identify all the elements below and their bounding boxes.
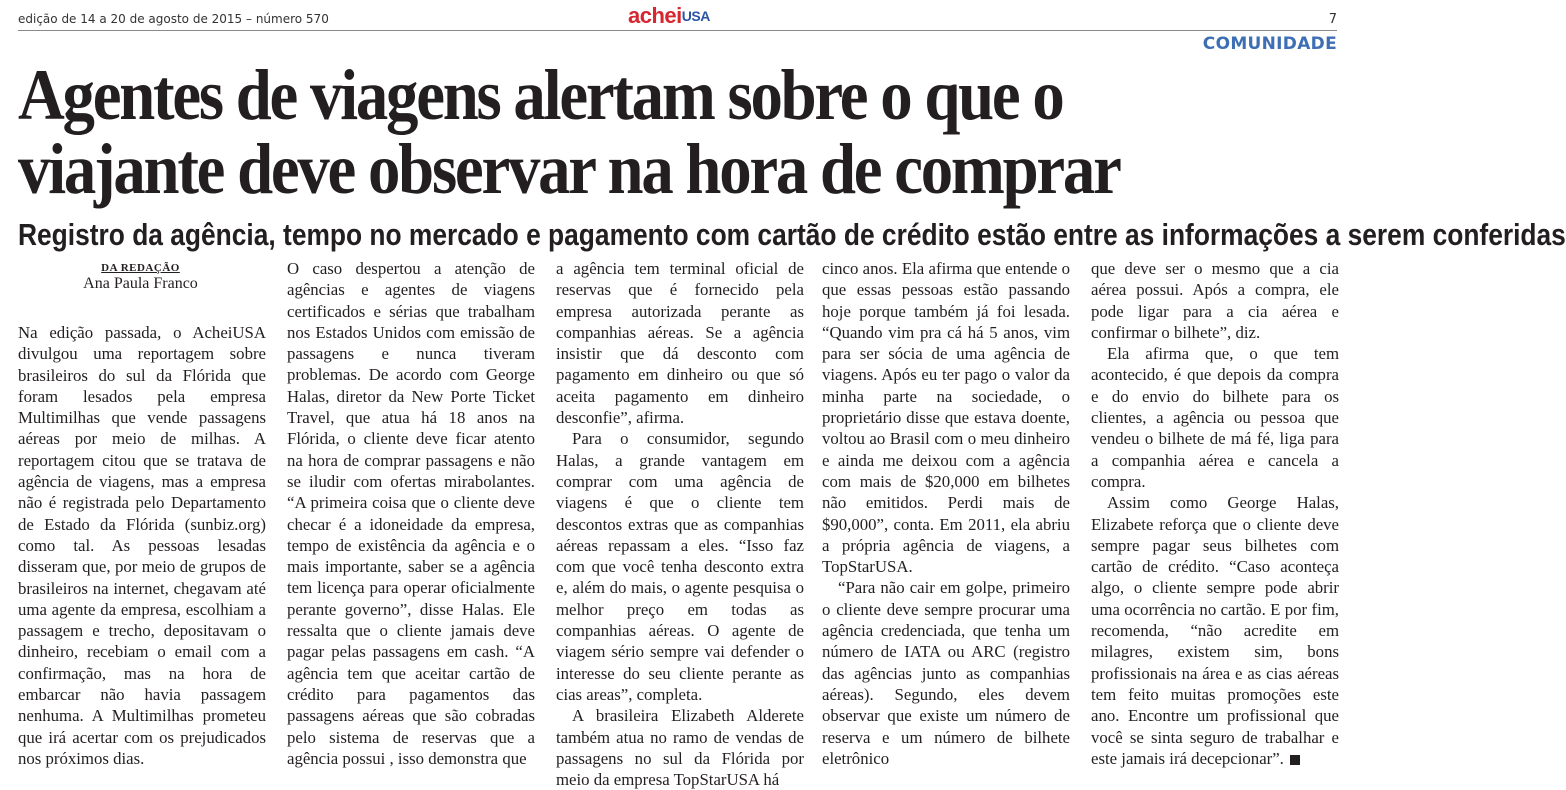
paragraph: Para o consumidor, segundo Halas, a grande vantagem em comprar com uma agência de viagens é que o cliente tem descontos extras que as companhias aéreas repassam a eles. “Isso faz com que você tenha desconto extra e, além do mais, o agente pesquisa o melhor preço em todas as companhias aéreas. O agente de viagem sério sempre vai defender o interesse do seu cliente perante as cias areas”, completa. — [556, 429, 804, 704]
paragraph: cinco anos. Ela afirma que entende o que essas pessoas estão passando hoje porque também já foi lesada. “Quando vim pra cá há 5 anos, vim para ser sócia de uma agência de viagens. Após eu ter pago o valor da minha parte na sociedade, o proprietário disse que estava doente, voltou ao Brasil com o meu dinheiro e ainda me deixou com a agência com mais de $20,000 em bilhetes não emitidos. Perdi mais de $90,000”, conta. Em 2011, ela abriu a própria agência de viagens, a TopStarUSA. — [822, 259, 1070, 577]
author-name: Ana Paula Franco — [83, 275, 198, 292]
end-of-article-mark — [1290, 755, 1300, 765]
page-number: 7 — [1328, 12, 1337, 27]
article-column-4 — [822, 258, 1070, 768]
article-column-3 — [556, 258, 804, 790]
paragraph: Ela afirma que, o que tem acontecido, é que depois da compra e do envio do bilhete para os clientes, a agência ou pessoa que vendeu o bilhete de má fé, liga para a companhia aérea e cancela a compra. — [1091, 344, 1339, 491]
subheadline: Registro da agência, tempo no mercado e pagamento com cartão de crédito estão entre as informações a serem conferidas — [18, 217, 1566, 252]
headline — [18, 55, 1206, 209]
headline-line-1: Agentes de viagens alertam sobre o que o — [18, 55, 1063, 135]
paragraph: “Para não cair em golpe, primeiro o cliente deve sempre procurar uma agência credenciada, que tenha um número de IATA ou ARC (registro das agências junto as companhias aéreas). Segundo, eles devem observar que existe um número de reserva e um número de bilhete eletrônico — [822, 578, 1070, 768]
byline-tag: DA REDAÇÃO — [101, 262, 180, 274]
publication-logo — [628, 3, 710, 29]
paragraph: A brasileira Elizabeth Alderete também atua no ramo de vendas de passagens no sul da Flórida por meio da empresa TopStarUSA há — [556, 706, 804, 790]
logo-achei: achei — [628, 3, 682, 28]
article-column-5 — [1091, 258, 1339, 768]
paragraph: que deve ser o mesmo que a cia aérea possui. Após a compra, ele pode ligar para a cia aérea e confirmar o bilhete”, diz. — [1091, 259, 1339, 342]
article-column-2 — [287, 258, 535, 768]
edition-info: edição de 14 a 20 de agosto de 2015 – número 570 — [18, 12, 329, 26]
logo-usa: USA — [681, 8, 710, 24]
paragraph: Assim como George Halas, Elizabete reforça que o cliente deve sempre pagar seus bilhetes com cartão de crédito. “Caso aconteça algo, o cliente sempre pode abrir uma ocorrência no cartão. E por fim, recomenda, “não acredite em milagres, existem sim, bons profissionais na área e as cias aéreas tem feito muitas promoções este ano. Encontre um profissional que você se sinta seguro de trabalhar e este jamais irá decepcionar”. — [1091, 493, 1339, 768]
article-column-1 — [18, 322, 266, 768]
headline-line-2: viajante deve observar na hora de comprar — [18, 129, 1120, 209]
paragraph: O caso despertou a atenção de agências e agentes de viagens certificados e sérias que trabalham nos Estados Unidos com emissão de passagens e nunca tiveram problemas. De acordo com George Halas, diretor da New Porte Ticket Travel, que atua há 18 anos na Flórida, o cliente deve ficar atento na hora de comprar passagens e não se iludir com ofertas mirabolantes. “A primeira coisa que o cliente deve checar é a idoneidade da empresa, tempo de existência da agência e o mais importante, saber se a agência tem licença para operar oficialmente perante governo”, disse Halas. Ele ressalta que o cliente jamais deve pagar pelas passagens em cash. “A agência tem que aceitar cartão de crédito para pagamentos das passagens aéreas que são cobradas pelo sistema de reservas que a agência possui , isso demonstra que — [287, 259, 535, 768]
paragraph: a agência tem terminal oficial de reservas que é fornecido pela empresa autorizada perante as companhias aéreas. Se a agência insistir que dá desconto com pagamento em dinheiro ou que só aceita pagamento em dinheiro desconfie”, afirma. — [556, 259, 804, 428]
byline — [18, 262, 263, 293]
section-label: COMUNIDADE — [1202, 34, 1337, 54]
paragraph: Na edição passada, o AcheiUSA divulgou uma reportagem sobre brasileiros do sul da Flórida que foram lesados pela empresa Multimilhas que vende passagens aéreas por meio de milhas. A reportagem citou que se tratava de agência de viagens, mas a empresa não é registrada pelo Departamento de Estado da Flórida (sunbiz.org) como tal. As pessoas lesadas disseram que, por meio de grupos de brasileiros na internet, chegavam até uma agente da empresa, escolhiam a passagem e trecho, depositavam o dinheiro, recebiam o email com a confirmação, mas na hora de embarcar não havia passagem nenhuma. A Multimilhas prometeu que irá acertar com os prejudicados nos próximos dias. — [18, 323, 266, 768]
header-divider — [18, 30, 1337, 31]
